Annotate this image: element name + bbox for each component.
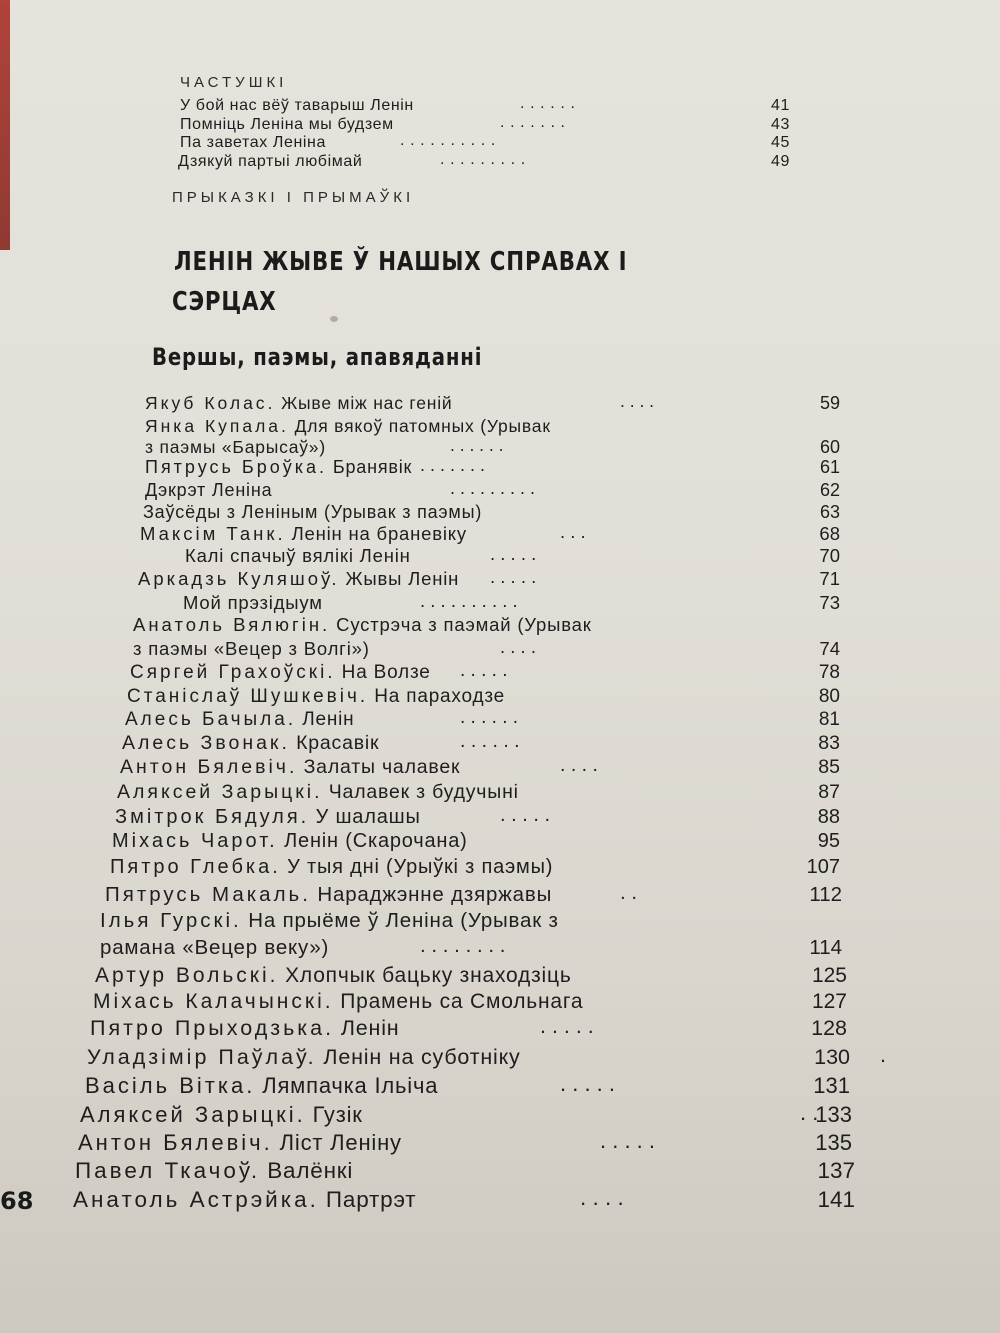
toc-author: Якуб Колас. bbox=[145, 393, 276, 413]
toc-entry bbox=[145, 437, 326, 458]
toc-entry bbox=[87, 1045, 521, 1070]
page-number: 83 bbox=[818, 732, 840, 754]
toc-title: Ленін bbox=[340, 1016, 400, 1040]
page-number: 41 bbox=[771, 97, 790, 114]
toc-entry bbox=[85, 1073, 438, 1099]
page-number: 81 bbox=[818, 709, 840, 730]
leader-dots: . . . . . bbox=[490, 543, 537, 564]
toc-author: Аляксей Зарыцкі. bbox=[117, 781, 323, 803]
leader-dots: . . . . bbox=[620, 391, 655, 411]
toc-title: У тыя дні (Урыўкі з паэмы) bbox=[287, 856, 554, 878]
toc-entry bbox=[115, 806, 421, 829]
leader-dots: . . . . . . . . . . bbox=[400, 132, 496, 149]
toc-title: Нараджэнне дзяржавы bbox=[317, 883, 553, 906]
toc-entry bbox=[90, 1016, 399, 1041]
leader-dots: . . . bbox=[560, 521, 586, 542]
toc-title: На Волзе bbox=[341, 662, 431, 683]
toc-entry bbox=[105, 883, 552, 907]
toc-author: Пятро Глебка. bbox=[110, 856, 281, 878]
toc-author: Антон Бялевіч. bbox=[78, 1130, 273, 1155]
toc-title: Ленін на браневіку bbox=[291, 523, 467, 544]
page-number: 61 bbox=[819, 457, 840, 477]
toc-author: Аляксей Зарыцкі. bbox=[80, 1102, 306, 1127]
toc-author: Анатоль Астрэйка. bbox=[73, 1187, 319, 1212]
leader-dots: . . . . . . . bbox=[420, 455, 486, 475]
page-number: 45 bbox=[771, 134, 790, 151]
toc-title: Хлопчык бацьку знаходзіць bbox=[285, 964, 572, 987]
toc-author: Пятрусь Макаль. bbox=[105, 883, 311, 906]
toc-entry bbox=[100, 909, 559, 933]
page-number: 127 bbox=[811, 990, 847, 1013]
toc-author: Павел Ткачоў. bbox=[75, 1158, 261, 1183]
page-number: 112 bbox=[809, 883, 842, 906]
page-number: 73 bbox=[819, 592, 840, 613]
toc-entry bbox=[112, 830, 468, 853]
toc-title: Гузік bbox=[312, 1102, 363, 1127]
toc-entry bbox=[120, 756, 460, 779]
leader-dots: . bbox=[880, 1043, 886, 1067]
section-heading-chastushki: ЧАСТУШКІ bbox=[180, 74, 288, 91]
section-heading-prykazki: ПРЫКАЗКІ І ПРЫМАЎКІ bbox=[172, 189, 415, 206]
page-number: 137 bbox=[817, 1158, 855, 1183]
toc-entry: Па заветах Леніна bbox=[180, 134, 326, 151]
toc-title: Ліст Леніну bbox=[279, 1130, 402, 1155]
toc-author: Максім Танк. bbox=[140, 523, 286, 544]
toc-title: Для вякоў патомных (Урывак bbox=[294, 416, 551, 436]
leader-dots: . . bbox=[620, 881, 638, 904]
toc-title: Чалавек з будучыні bbox=[328, 781, 519, 803]
page-number: 70 bbox=[819, 545, 840, 566]
leader-dots: . . . . bbox=[500, 636, 536, 657]
toc-title: Дэкрэт Леніна bbox=[145, 480, 273, 500]
toc-author: Міхась Калачынскі. bbox=[93, 990, 334, 1013]
toc-author: Міхась Чарот. bbox=[112, 830, 278, 852]
toc-entry bbox=[93, 990, 583, 1014]
toc-entry bbox=[125, 709, 354, 731]
toc-author: Аркадзь Куляшоў. bbox=[138, 568, 340, 589]
section-subtitle: Вершы, паэмы, апавяданні bbox=[152, 343, 483, 371]
leader-dots: . . . . . . . bbox=[500, 114, 566, 131]
toc-entry bbox=[185, 545, 411, 567]
toc-author: Анатоль Вялюгін. bbox=[133, 614, 331, 635]
toc-entry bbox=[73, 1187, 416, 1213]
toc-title: Красавік bbox=[296, 732, 380, 754]
toc-author: Станіслаў Шушкевіч. bbox=[127, 686, 369, 707]
toc-author: Антон Бялевіч. bbox=[120, 756, 298, 778]
page-number: 87 bbox=[818, 781, 840, 803]
page-number: 74 bbox=[819, 638, 840, 659]
toc-title: У шалашы bbox=[315, 806, 421, 828]
page-number: 71 bbox=[819, 568, 840, 589]
toc-author: Артур Вольскі. bbox=[95, 964, 279, 987]
page-number: 43 bbox=[771, 116, 790, 133]
toc-entry: Помніць Леніна мы будзем bbox=[180, 116, 394, 133]
page-number: 60 bbox=[819, 437, 840, 457]
cover-edge bbox=[0, 0, 10, 250]
page-number: 80 bbox=[818, 686, 840, 707]
toc-title: Ленін (Скарочана) bbox=[284, 830, 468, 852]
leader-dots: . . bbox=[800, 1100, 819, 1125]
toc-entry bbox=[78, 1130, 402, 1156]
toc-entry bbox=[133, 614, 592, 636]
toc-author: Сяргей Грахоўскі. bbox=[130, 662, 336, 683]
toc-title: Сустрэча з паэмай (Урывак bbox=[336, 614, 592, 635]
leader-dots: . . . . . bbox=[560, 1071, 616, 1096]
leader-dots: . . . . . . bbox=[460, 707, 519, 728]
toc-author: Янка Купала. bbox=[145, 416, 289, 436]
page-footer-number: 68 bbox=[0, 1187, 34, 1215]
toc-entry bbox=[145, 416, 551, 437]
leader-dots: . . . . . bbox=[490, 566, 537, 587]
toc-entry bbox=[122, 732, 379, 755]
toc-entry bbox=[100, 936, 329, 960]
leader-dots: . . . . . bbox=[500, 804, 551, 826]
toc-entry bbox=[138, 568, 459, 590]
leader-dots: . . . . bbox=[560, 754, 598, 776]
page-number: 62 bbox=[819, 480, 840, 500]
toc-title: Мой прэзідыум bbox=[183, 592, 323, 613]
toc-entry: У бой нас вёў таварыш Ленін bbox=[180, 97, 414, 114]
toc-entry bbox=[145, 457, 412, 478]
toc-entry: Дзякуй партыі любімай bbox=[178, 153, 363, 170]
page-number: 85 bbox=[818, 756, 840, 778]
page-number: 63 bbox=[819, 502, 840, 522]
leader-dots: . . . . . . . . . bbox=[440, 151, 526, 168]
leader-dots: . . . . . . . . bbox=[420, 934, 506, 957]
toc-entry bbox=[140, 523, 467, 545]
section-title-line1: ЛЕНІН ЖЫВЕ Ў НАШЫХ СПРАВАХ І bbox=[174, 247, 628, 277]
leader-dots: . . . . . . bbox=[450, 435, 504, 455]
toc-title: Прамень са Смольнага bbox=[340, 990, 584, 1013]
page-number: 88 bbox=[817, 806, 840, 828]
toc-title: Жыве між нас геній bbox=[281, 393, 453, 413]
toc-entry bbox=[80, 1102, 363, 1128]
toc-entry bbox=[95, 964, 572, 988]
toc-title: Жывы Ленін bbox=[345, 568, 460, 589]
leader-dots: . . . . . . bbox=[520, 95, 576, 112]
toc-title: Бранявік bbox=[332, 457, 413, 477]
page-number: 59 bbox=[819, 393, 840, 413]
page-number: 78 bbox=[818, 662, 840, 683]
toc-author: Пятрусь Броўка. bbox=[145, 457, 328, 477]
toc-entry bbox=[130, 662, 431, 684]
toc-author: Алесь Звонак. bbox=[122, 732, 290, 754]
page-number: 141 bbox=[817, 1187, 855, 1212]
toc-entry bbox=[127, 686, 505, 708]
toc-entry bbox=[143, 502, 482, 523]
section-title-line2: СЭРЦАХ bbox=[172, 287, 277, 317]
leader-dots: . . . . . bbox=[460, 660, 508, 681]
toc-author: Пятро Прыходзька. bbox=[90, 1016, 335, 1040]
page-number: 128 bbox=[811, 1016, 847, 1040]
toc-title: На параходзе bbox=[374, 686, 506, 707]
page-number: 130 bbox=[814, 1045, 850, 1069]
paper-smudge bbox=[330, 316, 338, 322]
toc-entry bbox=[117, 781, 519, 804]
toc-title: На прыёме ў Леніна (Урывак з bbox=[248, 909, 559, 932]
page-number: 114 bbox=[809, 936, 842, 959]
toc-entry bbox=[145, 393, 452, 414]
leader-dots: . . . . . . . . . . bbox=[420, 590, 518, 611]
toc-entry bbox=[183, 592, 323, 614]
toc-title: Заўсёды з Леніным (Урывак з паэмы) bbox=[143, 502, 483, 522]
page-number: 68 bbox=[819, 523, 840, 544]
toc-entry bbox=[133, 638, 370, 660]
toc-title: Лямпачка Ільіча bbox=[262, 1073, 439, 1098]
page-number: 95 bbox=[817, 830, 840, 852]
page-number: 133 bbox=[815, 1102, 852, 1127]
page-number: 135 bbox=[815, 1130, 852, 1155]
leader-dots: . . . . . . bbox=[460, 730, 520, 752]
toc-author: Ілья Гурскі. bbox=[100, 909, 242, 932]
toc-title: рамана «Вецер веку») bbox=[100, 936, 330, 959]
toc-author: Уладзімір Паўлаў. bbox=[87, 1045, 317, 1069]
toc-entry bbox=[145, 480, 272, 501]
toc-title: Ленін на суботніку bbox=[323, 1045, 521, 1069]
leader-dots: . . . . bbox=[580, 1185, 624, 1210]
toc-title: Партрэт bbox=[325, 1187, 417, 1212]
page-number: 107 bbox=[806, 856, 840, 878]
toc-author: Алесь Бачыла. bbox=[125, 709, 297, 730]
toc-entry bbox=[110, 856, 553, 879]
toc-title: Калі спачыў вялікі Ленін bbox=[185, 545, 411, 566]
toc-title: Залаты чалавек bbox=[303, 756, 461, 778]
toc-title: Ленін bbox=[302, 709, 355, 730]
page-number: 125 bbox=[811, 964, 847, 987]
toc-title: з паэмы «Вецер з Волгі») bbox=[133, 638, 370, 659]
toc-entry bbox=[75, 1158, 353, 1184]
page-number: 131 bbox=[813, 1073, 850, 1098]
leader-dots: . . . . . bbox=[540, 1014, 594, 1038]
leader-dots: . . . . . . . . . bbox=[450, 478, 536, 498]
toc-title: з паэмы «Барысаў») bbox=[145, 437, 326, 457]
toc-author: Васіль Вітка. bbox=[85, 1073, 256, 1098]
page-number: 49 bbox=[771, 153, 790, 170]
toc-author: Змітрок Бядуля. bbox=[115, 806, 310, 828]
leader-dots: . . . . . bbox=[600, 1128, 656, 1153]
toc-title: Валёнкі bbox=[267, 1158, 354, 1183]
